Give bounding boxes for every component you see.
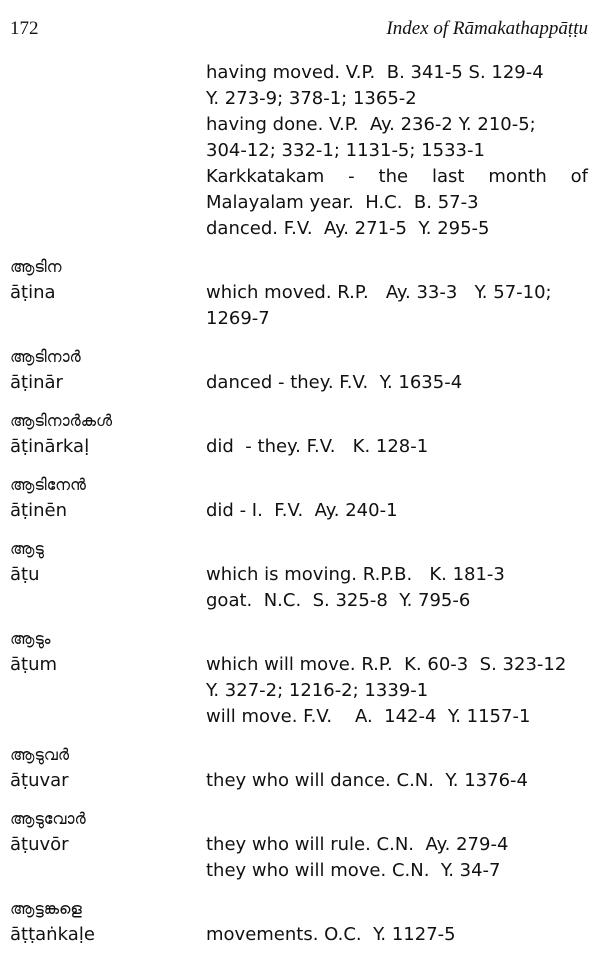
index-entry [10,408,588,460]
transliterated-headword: āṭu [10,564,40,585]
entry-row [10,768,588,794]
definition-list [206,60,588,242]
definition-list [206,280,588,332]
definition-line: they who will dance. C.N. Y. 1376-4 [206,770,528,791]
entry-row [10,832,588,884]
definition-line: 304-12; 332-1; 1131-5; 1533-1 [206,140,485,161]
definition-list [206,562,588,614]
transliterated-headword: āṭinārkaḷ [10,436,90,457]
definition-line: having done. V.P. Ay. 236-2 Y. 210-5; [206,114,536,135]
malayalam-headword: ആടും [10,629,51,648]
definition-line: danced - they. F.V. Y. 1635-4 [206,372,463,393]
definition-line: which will move. R.P. K. 60-3 S. 323-12 [206,654,567,675]
definition-line: Malayalam year. H.C. B. 57-3 [206,192,479,213]
index-entry [10,254,588,332]
definition-line: will move. F.V. A. 142-4 Y. 1157-1 [206,706,531,727]
definition-line: having moved. V.P. B. 341-5 S. 129-4 [206,62,544,83]
malayalam-headword: ആടുവോർ [10,809,86,828]
definition-line: Y. 327-2; 1216-2; 1339-1 [206,680,429,701]
malayalam-headword: ആട്ടങ്കളെ [10,899,82,918]
definition-list [206,832,588,884]
index-entry [10,344,588,396]
index-entry [10,806,588,884]
entry-row [10,434,588,460]
entry-row [10,370,588,396]
index-entry [10,626,588,730]
running-head: Index of Rāmakathappāṭṭu [386,18,588,39]
index-entry [10,896,588,948]
definition-list [206,768,588,794]
transliterated-headword: āṭum [10,654,58,675]
definition-list [206,498,588,524]
page-header [10,18,588,46]
definition-line: which is moving. R.P.B. K. 181-3 [206,564,505,585]
entry-row [10,280,588,332]
malayalam-headword: ആടുവർ [10,745,70,764]
transliterated-headword: āṭuvar [10,770,69,791]
definition-list [206,652,588,730]
definition-line: did - they. F.V. K. 128-1 [206,436,429,457]
definition-line: Y. 273-9; 378-1; 1365-2 [206,88,417,109]
transliterated-headword: āṭina [10,282,56,303]
continued-entry [10,60,588,242]
entry-row [10,652,588,730]
definition-line: goat. N.C. S. 325-8 Y. 795-6 [206,590,471,611]
definition-list [206,434,588,460]
malayalam-headword: ആടിന [10,257,62,276]
definition-line: 1269-7 [206,308,270,329]
index-entry [10,472,588,524]
transliterated-headword: āṭinēn [10,500,67,521]
transliterated-headword: āṭuvōr [10,834,69,855]
transliterated-headword: āṭinār [10,372,63,393]
malayalam-headword: ആടിനാർ [10,347,81,366]
malayalam-headword: ആടിനേൻ [10,475,86,494]
index-entry [10,742,588,794]
entry-row [10,498,588,524]
entry-row [10,922,588,948]
definition-line: Karkkatakam - the last month of [206,166,588,187]
definition-list [206,370,588,396]
definition-list [206,922,588,948]
transliterated-headword: āṭṭaṅkaḷe [10,924,95,945]
malayalam-headword: ആടു [10,539,44,558]
page-number: 172 [10,18,39,39]
definition-line: they who will rule. C.N. Ay. 279-4 [206,834,509,855]
definition-line: movements. O.C. Y. 1127-5 [206,924,456,945]
definition-line: did - I. F.V. Ay. 240-1 [206,500,398,521]
malayalam-headword: ആടിനാർകൾ [10,411,113,430]
entry-row [10,562,588,614]
definition-line: they who will move. C.N. Y. 34-7 [206,860,501,881]
index-entry [10,536,588,614]
definition-line: danced. F.V. Ay. 271-5 Y. 295-5 [206,218,490,239]
definition-line: which moved. R.P. Ay. 33-3 Y. 57-10; [206,282,552,303]
index-content [10,60,588,948]
